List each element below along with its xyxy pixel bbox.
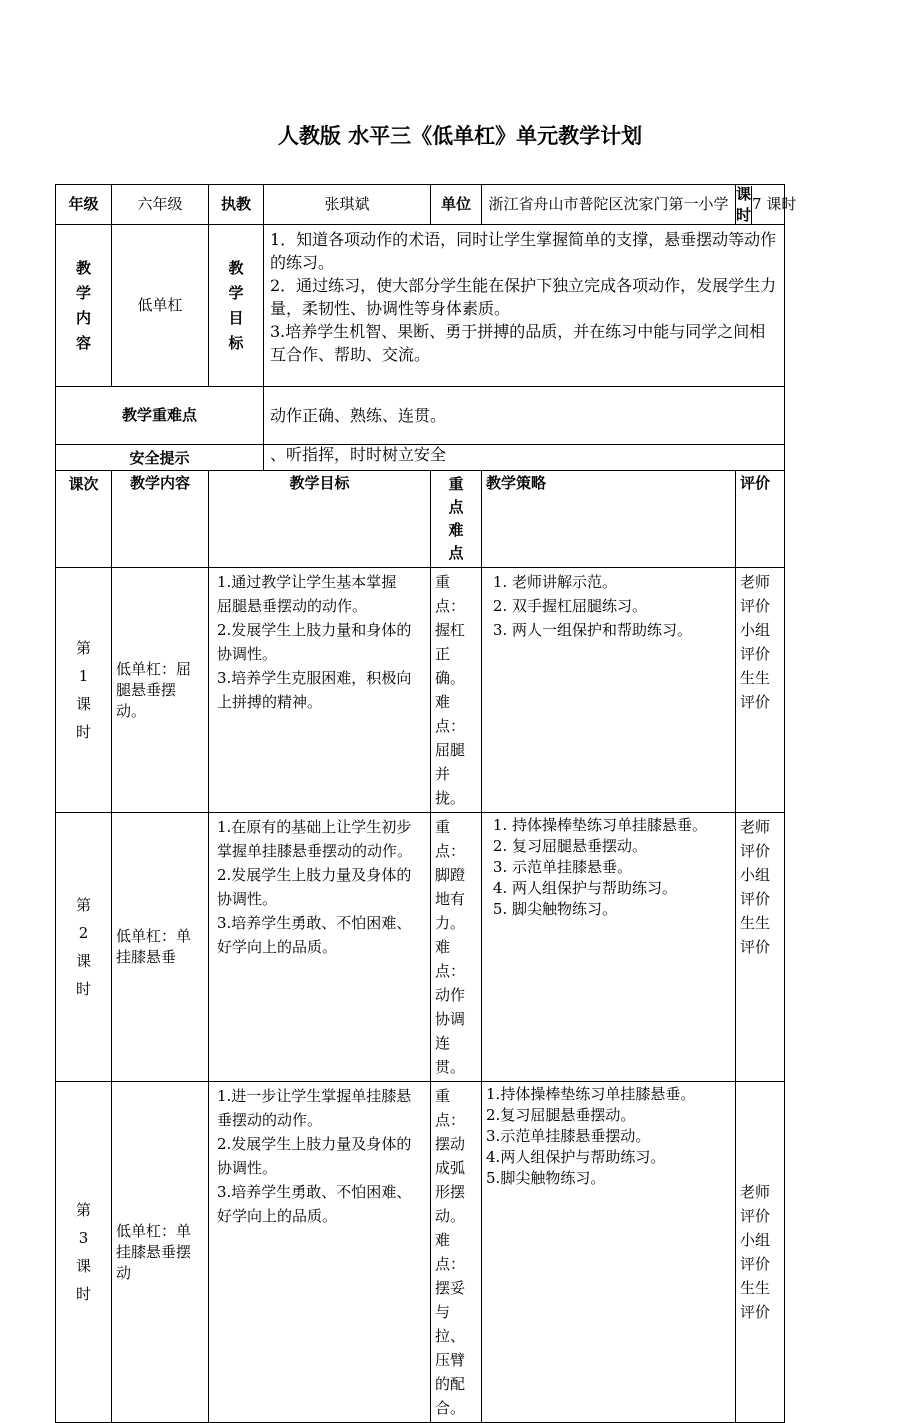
- key-points-row: [56, 387, 785, 445]
- strategy-item: 5. 脚尖触物练习。: [512, 899, 731, 920]
- header-row: [56, 185, 785, 225]
- key-header: 重 点 难 点: [431, 471, 482, 568]
- lesson-goals: 1.进一步让学生掌握单挂膝悬垂摆动的动作。 2.发展学生上肢力量及身体的协调性。 3.培养学生勇敢、不怕困难、好学向上的品质。: [209, 1082, 431, 1423]
- lesson-eval: 老师评价 小组评价 生生评价: [736, 813, 785, 1082]
- safety-label: 安全提示: [56, 445, 264, 471]
- goals-header: 教学目标: [209, 471, 431, 568]
- content-header: 教学内容: [112, 471, 209, 568]
- lesson-eval: 老师评价 小组评价 生生评价: [736, 1082, 785, 1423]
- strategy-item: 1. 老师讲解示范。: [512, 570, 731, 594]
- strategy-header: 教学策略: [482, 471, 736, 568]
- lesson-goals: 1.在原有的基础上让学生初步掌握单挂膝悬垂摆动的动作。 2.发展学生上肢力量及身体的协调性。 3.培养学生勇敢、不怕困难、好学向上的品质。: [209, 813, 431, 1082]
- lesson-content: 低单杠：单挂膝悬垂摆动: [112, 1082, 209, 1423]
- key-points-label: 教学重难点: [56, 387, 264, 445]
- content-value: 低单杠: [112, 225, 209, 387]
- unit-value: 浙江省舟山市普陀区沈家门第一小学: [482, 185, 736, 225]
- hours-label: 课时: [736, 184, 752, 224]
- lesson-content: 低单杠：屈腿悬垂摆动。: [112, 568, 209, 813]
- goal-label: 教学目标: [228, 258, 244, 352]
- eval-header: 评价: [736, 471, 785, 568]
- unit-goals: 1．知道各项动作的术语，同时让学生掌握简单的支撑，悬垂摆动等动作的练习。 2．通过练习，使大部分学生能在保护下独立完成各项动作，发展学生力量，柔韧性、协调性等身体素质。 3.培养学生机智、果断、勇于拼搏的品质，并在练习中能与同学之间相互合作、帮助、交流。: [264, 225, 785, 387]
- lesson-session: 第 1 课 时: [56, 568, 112, 813]
- lesson-eval: 老师评价 小组评价 生生评价: [736, 568, 785, 813]
- lesson-row: [56, 568, 785, 813]
- teacher-label: 执教: [209, 185, 264, 225]
- lesson-row: [56, 813, 785, 1082]
- lesson-strategy: [482, 568, 736, 813]
- grade-value: 六年级: [112, 185, 209, 225]
- content-label-cell: [56, 225, 112, 387]
- lesson-goals: 1.通过教学让学生基本掌握 屈腿悬垂摆动的动作。 2.发展学生上肢力量和身体的协调性。 3.培养学生克服困难，积极向上拼搏的精神。: [209, 568, 431, 813]
- goal-label-cell: [209, 225, 264, 387]
- grade-label: 年级: [56, 185, 112, 225]
- strategy-item: 3. 示范单挂膝悬垂。: [512, 857, 731, 878]
- hours-value: 7 课时: [752, 195, 797, 213]
- strategy-item: 2. 双手握杠屈腿练习。: [512, 594, 731, 618]
- lesson-key: 重点：握杠正确。 难点：屈腿并拢。: [431, 568, 482, 813]
- lesson-strategy: [482, 813, 736, 1082]
- key-points-value: 动作正确、熟练、连贯。: [264, 387, 785, 445]
- lesson-header-row: [56, 471, 785, 568]
- lesson-row: [56, 1082, 785, 1423]
- lesson-key: 重点：摆动成弧形摆动。 难点：摆妥与拉、压臂的配合。: [431, 1082, 482, 1423]
- safety-value: 、听指挥，时时树立安全: [264, 445, 785, 471]
- lesson-session: 第 2 课 时: [56, 813, 112, 1082]
- lesson-content: 低单杠：单挂膝悬垂: [112, 813, 209, 1082]
- strategy-item: 1. 持体操棒垫练习单挂膝悬垂。: [512, 815, 731, 836]
- strategy-item: 4. 两人组保护与帮助练习。: [512, 878, 731, 899]
- hours-cell: [736, 184, 797, 225]
- session-header: 课次: [68, 475, 99, 493]
- lesson-session: 第 3 课 时: [56, 1082, 112, 1423]
- content-row: [56, 225, 785, 387]
- lesson-key: 重点：脚蹬地有力。 难点：动作协调连贯。: [431, 813, 482, 1082]
- plan-table: [55, 184, 797, 1423]
- content-label: 教学内容: [75, 258, 91, 352]
- safety-row: [56, 445, 785, 471]
- strategy-item: 3. 两人一组保护和帮助练习。: [512, 618, 731, 642]
- lesson-strategy: 1.持体操棒垫练习单挂膝悬垂。 2.复习屈腿悬垂摆动。 3.示范单挂膝悬垂摆动。 4.两人组保护与帮助练习。 5.脚尖触物练习。: [482, 1082, 736, 1423]
- page-title: 人教版 水平三《低单杠》单元教学计划: [277, 124, 643, 148]
- strategy-item: 2. 复习屈腿悬垂摆动。: [512, 836, 731, 857]
- unit-label: 单位: [431, 185, 482, 225]
- teacher-value: 张琪斌: [264, 185, 431, 225]
